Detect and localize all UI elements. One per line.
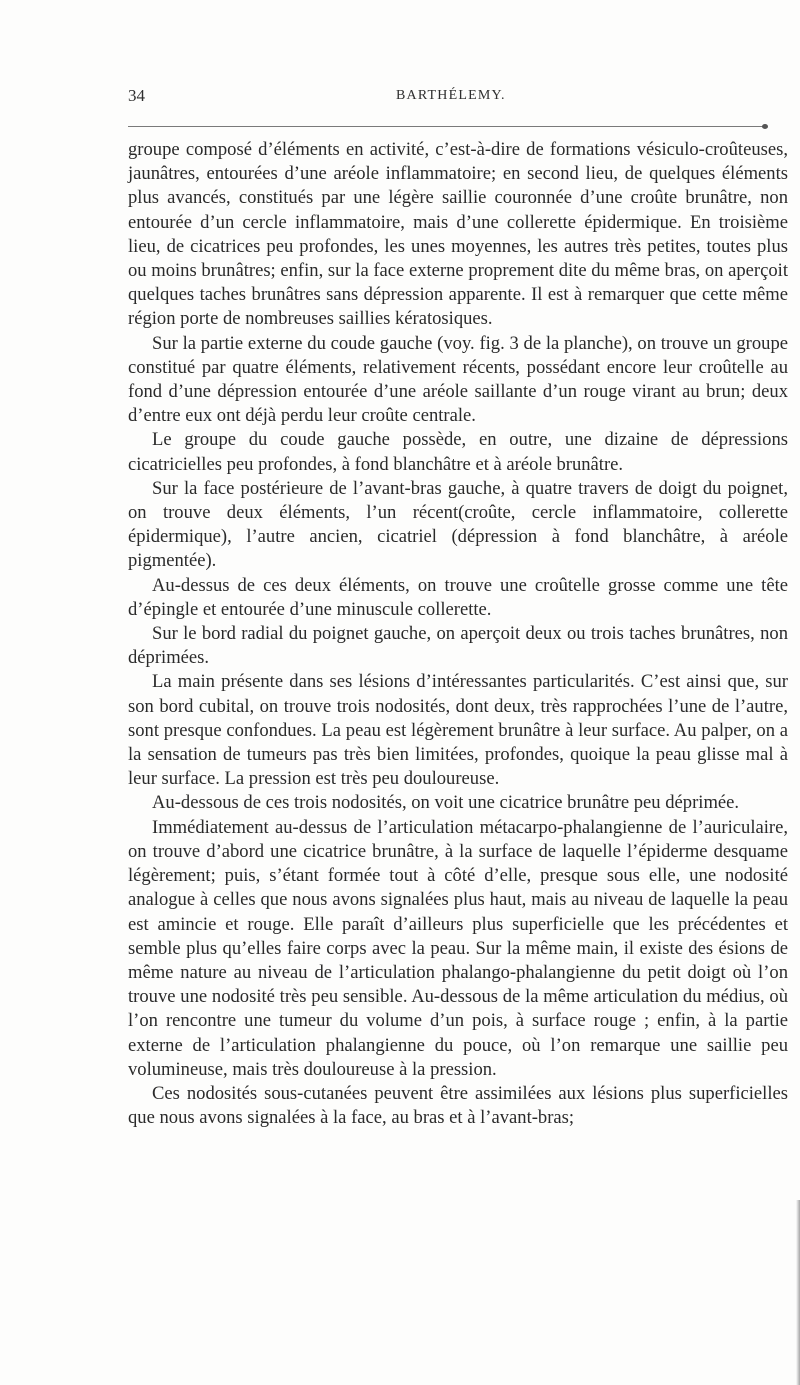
- header-rule: [128, 126, 766, 127]
- page-number: 34: [128, 86, 145, 105]
- paragraph: Le groupe du coude gauche possède, en outre, une dizaine de dépressions cicatricielles peu profondes, à fond blanchâtre et à aréole brunâtre.: [128, 429, 788, 475]
- paragraph: Sur la partie externe du coude gauche (voy. fig. 3 de la planche), on trouve un groupe constitué par quatre éléments, relativement récents, possédant encore leur croûtelle au fond d’une dépression entourée d’une aréole saillante d’un rouge virant au brun; deux d’entre eux ont déjà perdu leur croûte centrale.: [128, 332, 788, 427]
- paragraph: Sur la face postérieure de l’avant-bras gauche, à quatre travers de doigt du poignet, on trouve deux éléments, l’un récent(croûte, cercle inflammatoire, collerette épidermique), l’autre ancien, cicatriel (dépression à fond blanchâtre, à aréole pigmentée).: [128, 477, 788, 572]
- paragraph: Ces nodosités sous-cutanées peuvent être assimilées aux lésions plus superficielles que nous avons signalées à la face, au bras et à l’avant-bras;: [128, 1082, 788, 1129]
- paragraph: Au-dessus de ces deux éléments, on trouve une croûtelle grosse comme une tête d’épingle et entourée d’une minuscule collerette.: [128, 574, 788, 620]
- running-head: [128, 86, 788, 110]
- paragraph: La main présente dans ses lésions d’intéressantes particularités. C’est ainsi que, sur son bord cubital, on trouve trois nodosités, dont deux, très rapprochées l’une de l’autre, sont presque confondues. La peau est légèrement brunâtre à leur surface. Au palper, on a la sensation de tumeurs pas très bien limitées, profondes, quoique la peau glisse mal à leur surface. La pression est très peu douloureuse.: [128, 671, 788, 790]
- paragraph: Sur le bord radial du poignet gauche, on aperçoit deux ou trois taches brunâtres, non déprimées.: [128, 623, 788, 669]
- paragraph: Immédiatement au-dessus de l’articulation métacarpo-phalangienne de l’auriculaire, on trouve d’abord une cicatrice brunâtre, à la surface de laquelle l’épiderme desquame légèrement; puis, s’étant formée tout à côté d’elle, presque sous elle, une nodosité analogue à celles que nous avons signalées plus haut, mais au niveau de laquelle la peau est amincie et rouge. Elle paraît d’ailleurs plus superficielle que les précédentes et semble plus qu’elles faire corps avec la peau. Sur la même main, il existe des ésions de même nature au niveau de l’articulation phalango-phalangienne du petit doigt où l’on trouve une nodosité très peu sensible. Au-dessous de la même articulation du médius, où l’on rencontre une tumeur du volume d’un pois, à surface rouge ; enfin, à la partie externe de l’articulation phalangienne du pouce, où l’on remarque une saillie peu volumineuse, mais très douloureuse à la pression.: [128, 816, 788, 1080]
- page-edge-shadow: [796, 1200, 800, 1385]
- body-text: [128, 138, 788, 1130]
- paragraph: Au-dessous de ces trois nodosités, on voit une cicatrice brunâtre peu déprimée.: [152, 792, 740, 814]
- running-title: BARTHÉLEMY.: [396, 88, 506, 103]
- paragraph-continued: groupe composé d’éléments en activité, c’est-à-dire de formations vésiculo-croûteuses, jaunâtres, entourées d’une aréole inflammatoire; en second lieu, de quelques éléments plus avancés, constitués par une légère saillie couronnée d’une croûte brunâtre, non entourée d’un cercle inflammatoire, mais d’une collerette épidermique. En troisième lieu, de cicatrices peu profondes, les unes moyennes, les autres très petites, toutes plus ou moins brunâtres; enfin, sur la face externe proprement dite du même bras, on aperçoit quelques taches brunâtres sans dépression apparente. Il est à remarquer que cette même région porte de nombreuses saillies kératosiques.: [128, 139, 788, 330]
- header-rule-ornament: [762, 124, 768, 129]
